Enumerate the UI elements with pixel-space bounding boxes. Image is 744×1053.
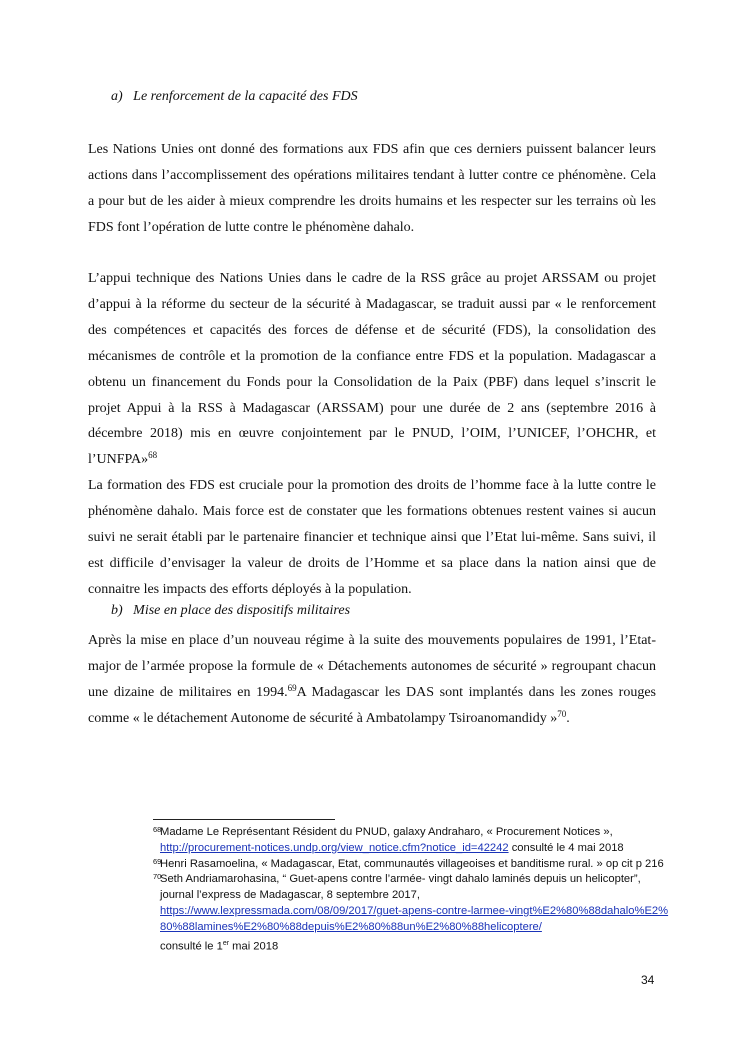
footnote-text: consulté le 4 mai 2018 [511,841,624,854]
footnote-text: mai 2018 [229,940,279,953]
paragraph [88,628,656,732]
footnote [153,872,673,955]
footnote-text: Henri Rasamoelina, « Madagascar, Etat, communautés villageoises et banditisme rural. » op cit p 216 [160,857,664,870]
footnote-number: 70 [153,872,162,882]
footnote-ref[interactable]: 69 [287,682,297,693]
footnote-text: Seth Andriamarohasina, “ Guet-apens contre l’armée- vingt dahalo laminés depuis un helicopter”, journal l’express de Madagascar, 8 septembre 2017, [160,873,641,902]
section-heading-b [111,603,350,619]
footnote-number: 68 [153,825,162,834]
footnote-text: Madame Le Représentant Résident du PNUD, galaxy Andraharo, « Procurement Notices », [160,826,613,838]
footnote-ref[interactable]: 70 [557,708,567,719]
paragraph-text: A Madagascar les DAS sont implantés dans les zones rouges comme « le détachement Autonome de sécurité à Ambatolampy Tsiroanomandidy » [88,684,656,726]
paragraph [88,266,656,473]
footnote-ref[interactable]: 68 [148,450,158,461]
section-marker: b) [111,603,123,618]
footnote-number: 69 [153,856,162,866]
footnote-superscript: er [222,939,230,947]
paragraph-text: L’appui technique des Nations Unies dans le cadre de la RSS grâce au projet ARSSAM ou projet d’appui à la réforme du secteur de la sécurité à Madagascar, se traduit aussi par « le renforcement des compétences et capacités des forces de défense et de sécurité (FDS), la consolidation des mécanismes de contrôle et la promotion de la confiance entre FDS et la population. Madagascar a obtenu un financement du Fonds pour la Consolidation de la Paix (PBF) dans lequel s’inscrit le projet Appui à la RSS à Madagascar (ARSSAM) pour une durée de 2 ans (septembre 2016 à décembre 2018) mis en œuvre conjointement par le PNUD, l’OIM, l’UNICEF, l’OHCHR, et l’UNFPA» [88,271,656,468]
footnote-link[interactable]: https://www.lexpressmada.com/08/09/2017/guet-apens-contre-larmee-vingt%E2%80%88dahalo%E2%80%88lamines%E2%80%88depuis%E2%80%88un%E2%80%88helicoptere/ [160,904,669,933]
paragraph: La formation des FDS est cruciale pour la promotion des droits de l’homme face à la lutte contre le phénomène dahalo. Mais force est de constater que les formations obtenues restent vaines si aucun suivi ne serait établi par le partenaire financier et technique ainsi que l’Etat lui-même. Sans suivi, il est difficile d’envisager la valeur de droits de l’Homme et sa place dans la nation ainsi que de connaitre les impacts des efforts déployés à la population. [88,478,656,597]
paragraph: Les Nations Unies ont donné des formations aux FDS afin que ces derniers puissent balancer leurs actions dans l’accomplissement des opérations militaires tendant à lutter contre ce phénomène. Cela a pour but de les aider à mieux comprendre les droits humains et les respecter sur les terrains où les FDS font l’opération de lutte contre le phénomène dahalo. [88,142,656,235]
footnote [153,825,673,857]
page-number: 34 [641,973,655,987]
section-title: Le renforcement de la capacité des FDS [133,89,358,104]
paragraph-text: Après la mise en place d’un nouveau régime à la suite des mouvements populaires de 1991, l’Etat-major de l’armée propose la formule de « Détachements autonomes de sécurité » regroupant chacun une dizaine de militaires en 1994. [88,633,656,700]
footnote-link[interactable]: http://procurement-notices.undp.org/view_notice.cfm?notice_id=42242 [160,841,509,854]
section-title: Mise en place des dispositifs militaires [133,603,351,618]
footnotes [153,825,673,955]
section-heading-a [111,89,358,105]
paragraph-text: . [566,710,570,726]
footnote [153,857,673,873]
footnote-separator [153,819,335,820]
footnote-text: consulté le 1 [160,940,223,953]
section-marker: a) [111,89,123,104]
